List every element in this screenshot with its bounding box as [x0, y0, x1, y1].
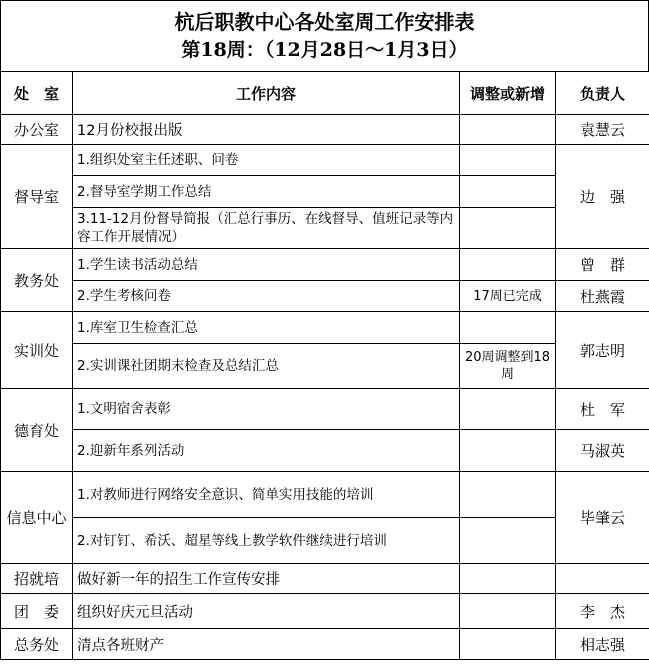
- work-cell: 1.学生读书活动总结: [73, 249, 460, 281]
- resp-cell: 相志强: [556, 629, 649, 660]
- table-row: [1, 518, 649, 564]
- adjust-cell: [460, 564, 556, 594]
- table-row: [1, 564, 649, 594]
- work-cell: 12月份校报出版: [73, 115, 460, 145]
- dept-office: 办公室: [1, 115, 73, 145]
- dept-league: 团 委: [1, 594, 73, 629]
- adjust-cell: [460, 518, 556, 564]
- title-main: 杭后职教中心各处室周工作安排表: [174, 10, 475, 34]
- table-row: [1, 249, 649, 281]
- table-row: [1, 312, 649, 344]
- table-row: [1, 176, 649, 208]
- resp-cell: 边 强: [556, 145, 649, 249]
- work-cell: 组织好庆元旦活动: [73, 594, 460, 629]
- adjust-cell: [460, 472, 556, 518]
- resp-cell: 曾 群: [556, 249, 649, 281]
- work-cell: 1.文明宿舍表彰: [73, 389, 460, 430]
- resp-cell: 郭志明: [556, 312, 649, 389]
- schedule-table: [0, 71, 649, 660]
- dept-moral: 德育处: [1, 389, 73, 472]
- adjust-cell: [460, 176, 556, 208]
- adjust-cell: [460, 208, 556, 249]
- dept-info: 信息中心: [1, 472, 73, 564]
- work-cell: 2.实训课社团期末检查及总结汇总: [73, 344, 460, 389]
- resp-cell: [556, 564, 649, 594]
- header-row: [1, 72, 649, 115]
- table-row: [1, 472, 649, 518]
- table-row: [1, 594, 649, 629]
- work-cell: 做好新一年的招生工作宣传安排: [73, 564, 460, 594]
- work-cell: 清点各班财产: [73, 629, 460, 660]
- adjust-cell: [460, 115, 556, 145]
- dept-enroll: 招就培: [1, 564, 73, 594]
- adjust-cell: 17周已完成: [460, 281, 556, 312]
- adjust-cell: [460, 594, 556, 629]
- table-row: [1, 389, 649, 430]
- header-work: 工作内容: [73, 72, 460, 115]
- table-row: [1, 281, 649, 312]
- title-week: 第18周：（12月28日～1月3日）: [181, 39, 468, 61]
- header-dept: 处 室: [1, 72, 73, 115]
- table-row: [1, 208, 649, 249]
- work-cell: 1.组织处室主任述职、问卷: [73, 145, 460, 176]
- work-cell: 2.督导室学期工作总结: [73, 176, 460, 208]
- resp-cell: 马淑英: [556, 430, 649, 472]
- table-row: [1, 115, 649, 145]
- resp-cell: 李 杰: [556, 594, 649, 629]
- resp-cell: 毕肇云: [556, 472, 649, 564]
- work-cell: 2.迎新年系列活动: [73, 430, 460, 472]
- resp-cell: 杜燕霞: [556, 281, 649, 312]
- dept-training: 实训处: [1, 312, 73, 389]
- resp-cell: 杜 军: [556, 389, 649, 430]
- adjust-cell: [460, 249, 556, 281]
- table-row: [1, 145, 649, 176]
- adjust-cell: [460, 389, 556, 430]
- dept-general: 总务处: [1, 629, 73, 660]
- header-adjust: 调整或新增: [460, 72, 556, 115]
- work-cell: 2.对钉钉、希沃、超星等线上教学软件继续进行培训: [73, 518, 460, 564]
- work-cell: 2.学生考核问卷: [73, 281, 460, 312]
- adjust-cell: [460, 430, 556, 472]
- table-row: [1, 430, 649, 472]
- table-title: [0, 0, 649, 72]
- dept-supervision: 督导室: [1, 145, 73, 249]
- adjust-cell: 20周调整到18周: [460, 344, 556, 389]
- header-resp: 负责人: [556, 72, 649, 115]
- table-row: [1, 629, 649, 660]
- adjust-cell: [460, 312, 556, 344]
- adjust-cell: [460, 629, 556, 660]
- work-cell: 3.11-12月份督导简报（汇总行事历、在线督导、值班记录等内容工作开展情况）: [73, 208, 460, 249]
- work-cell: 1.库室卫生检查汇总: [73, 312, 460, 344]
- work-cell: 1.对教师进行网络安全意识、简单实用技能的培训: [73, 472, 460, 518]
- dept-academic: 教务处: [1, 249, 73, 312]
- resp-cell: 袁慧云: [556, 115, 649, 145]
- table-row: [1, 344, 649, 389]
- adjust-cell: [460, 145, 556, 176]
